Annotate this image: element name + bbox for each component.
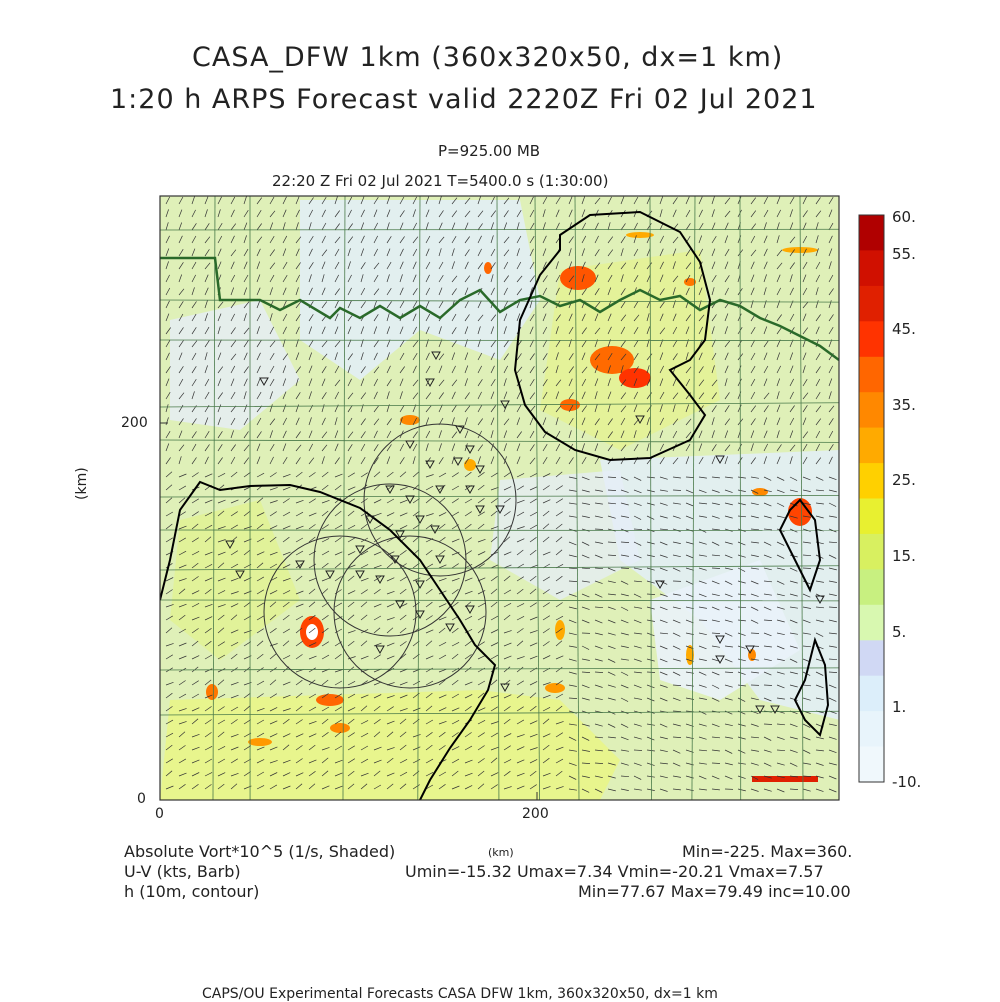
wind-barb [764, 685, 772, 686]
high-vort-cell [316, 694, 344, 706]
high-vort-cell [330, 723, 350, 733]
high-vort-cell [560, 399, 580, 411]
x-tick-label-0: 0 [155, 806, 164, 822]
colorbar [859, 215, 884, 783]
pressure-level: P=925.00 MB [438, 142, 540, 160]
y-axis-unit: (km) [74, 467, 90, 500]
wind-barb [764, 724, 772, 725]
legend-vorticity-stats: Min=-225. Max=360. [682, 842, 852, 861]
wind-barb [673, 490, 681, 491]
legend-height: h (10m, contour) [124, 882, 259, 901]
high-vort-cell [560, 266, 596, 290]
colorbar-swatch [859, 747, 884, 783]
colorbar-label: -10. [892, 773, 921, 791]
colorbar-swatch [859, 286, 884, 322]
high-vort-cell [206, 684, 218, 700]
colorbar-swatch [859, 463, 884, 499]
high-vort-cell [484, 262, 492, 274]
y-tick-label-0: 0 [137, 791, 146, 807]
legend-vorticity: Absolute Vort*10^5 (1/s, Shaded) [124, 842, 395, 861]
high-vort-cell [306, 624, 318, 640]
high-vort-cell [545, 683, 565, 693]
colorbar-swatch [859, 215, 884, 251]
colorbar-label: 60. [892, 208, 916, 226]
high-vort-cell [464, 459, 476, 471]
title-line-1: CASA_DFW 1km (360x320x50, dx=1 km) [192, 42, 783, 73]
colorbar-swatch [859, 392, 884, 428]
colorbar-label: 15. [892, 547, 916, 565]
colorbar-swatch [859, 499, 884, 535]
legend-x-unit: (km) [488, 846, 514, 859]
colorbar-swatch [859, 711, 884, 747]
wind-barb [699, 620, 707, 621]
colorbar-swatch [859, 569, 884, 605]
y-tick-label-200: 200 [121, 415, 148, 431]
colorbar-swatch [859, 676, 884, 712]
colorbar-label: 55. [892, 245, 916, 263]
legend-height-stats: Min=77.67 Max=79.49 inc=10.00 [578, 882, 851, 901]
wind-barb [712, 568, 720, 569]
colorbar-label: 35. [892, 396, 916, 414]
mid-vort-band [160, 690, 620, 800]
colorbar-label: 5. [892, 623, 906, 641]
legend-wind-stats: Umin=-15.32 Umax=7.34 Vmin=-20.21 Vmax=7.57 [405, 862, 824, 881]
colorbar-swatch [859, 321, 884, 357]
colorbar-swatch [859, 357, 884, 393]
colorbar-swatch [859, 534, 884, 570]
wind-barb [621, 568, 629, 569]
wind-barb [595, 529, 603, 530]
valid-time-line: 22:20 Z Fri 02 Jul 2021 T=5400.0 s (1:30:00) [272, 172, 608, 190]
colorbar-swatch [859, 428, 884, 464]
colorbar-label: 25. [892, 471, 916, 489]
title-line-2: 1:20 h ARPS Forecast valid 2220Z Fri 02 Jul 2021 [110, 84, 818, 115]
x-tick-label-200: 200 [522, 806, 549, 822]
colorbar-label: 45. [892, 320, 916, 338]
county-line [160, 530, 839, 531]
colorbar-swatch [859, 640, 884, 676]
wind-barb [634, 750, 642, 751]
wind-barb [751, 633, 759, 634]
colorbar-swatch [859, 605, 884, 641]
colorbar-swatch [859, 250, 884, 286]
colorbar-label: 1. [892, 698, 906, 716]
high-vort-cell [400, 415, 420, 425]
legend-wind: U-V (kts, Barb) [124, 862, 241, 881]
high-vort-cell [248, 738, 272, 746]
wind-barb [803, 568, 811, 569]
footer-credit: CAPS/OU Experimental Forecasts CASA DFW 1km, 360x320x50, dx=1 km [202, 986, 718, 1002]
high-vort-cell [752, 776, 818, 782]
wind-barb [712, 763, 720, 764]
